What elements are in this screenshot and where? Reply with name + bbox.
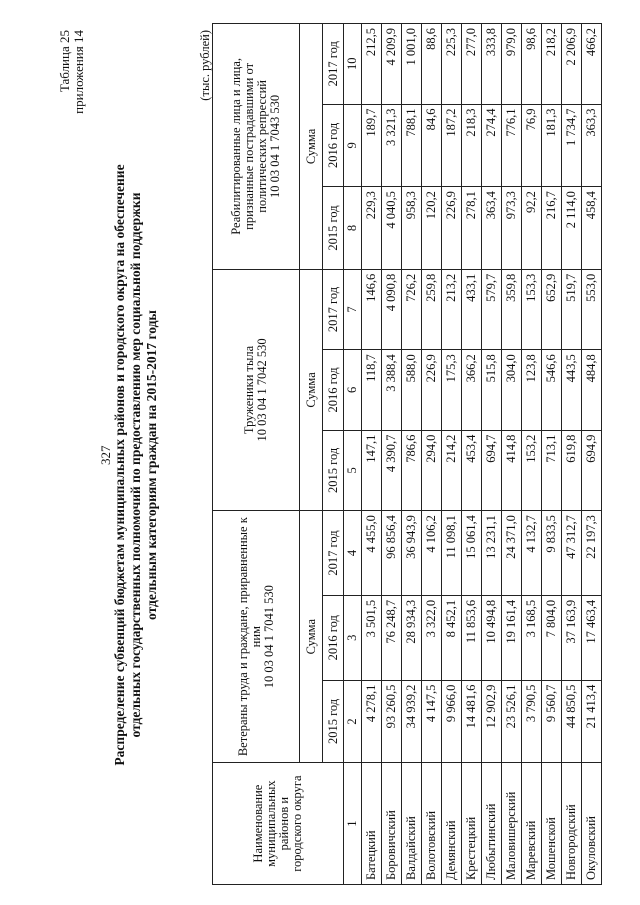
table-row xyxy=(582,24,602,885)
amount-cell: 147,1 xyxy=(362,430,382,510)
column-number: 6 xyxy=(344,350,362,430)
amount-cell: 146,6 xyxy=(362,269,382,349)
amount-cell: 9 966,0 xyxy=(442,680,462,763)
column-header-name: Наименование муниципальных районов и городского округа xyxy=(213,763,344,885)
amount-cell: 652,9 xyxy=(542,269,562,349)
amount-cell: 619,8 xyxy=(562,430,582,510)
amount-cell: 225,3 xyxy=(442,24,462,105)
amount-cell: 189,7 xyxy=(362,104,382,187)
column-number: 2 xyxy=(344,680,362,763)
district-name-cell: Волотовский xyxy=(422,763,442,885)
amount-cell: 786,6 xyxy=(402,430,422,510)
district-name-cell: Крестецкий xyxy=(462,763,482,885)
subventions-table xyxy=(212,23,602,885)
year-header: 2017 год xyxy=(323,511,344,596)
sum-header: Сумма xyxy=(300,511,323,763)
amount-cell: 181,3 xyxy=(542,104,562,187)
amount-cell: 1 001,0 xyxy=(402,24,422,105)
district-name-cell: Валдайский xyxy=(402,763,422,885)
amount-cell: 218,3 xyxy=(462,104,482,187)
amount-cell: 9 560,7 xyxy=(542,680,562,763)
column-number: 10 xyxy=(344,24,362,105)
title-line: отдельным категориям граждан на 2015-2017 годы xyxy=(144,310,159,620)
amount-cell: 553,0 xyxy=(582,269,602,349)
amount-cell: 4 132,7 xyxy=(522,511,542,596)
amount-cell: 118,7 xyxy=(362,350,382,430)
amount-cell: 88,6 xyxy=(422,24,442,105)
amount-cell: 366,2 xyxy=(462,350,482,430)
amount-cell: 37 163,9 xyxy=(562,595,582,680)
amount-cell: 12 902,9 xyxy=(482,680,502,763)
amount-cell: 788,1 xyxy=(402,104,422,187)
table-row xyxy=(362,24,382,885)
amount-cell: 153,2 xyxy=(522,430,542,510)
amount-cell: 11 098,1 xyxy=(442,511,462,596)
amount-cell: 9 833,5 xyxy=(542,511,562,596)
amount-cell: 579,7 xyxy=(482,269,502,349)
amount-cell: 458,4 xyxy=(582,187,602,270)
amount-cell: 24 371,0 xyxy=(502,511,522,596)
column-number-row xyxy=(344,24,362,885)
column-group-rehabilitated xyxy=(213,24,300,270)
amount-cell: 973,3 xyxy=(502,187,522,270)
amount-cell: 726,2 xyxy=(402,269,422,349)
amount-cell: 484,8 xyxy=(582,350,602,430)
year-header: 2015 год xyxy=(323,680,344,763)
amount-cell: 92,2 xyxy=(522,187,542,270)
appendix-label: приложения 14 xyxy=(71,30,86,114)
amount-cell: 453,4 xyxy=(462,430,482,510)
group-label: Ветераны труда и граждане, приравненные к ним xyxy=(235,517,263,757)
amount-cell: 588,0 xyxy=(402,350,422,430)
amount-cell: 84,6 xyxy=(422,104,442,187)
table-row xyxy=(502,24,522,885)
table-row xyxy=(482,24,502,885)
amount-cell: 123,8 xyxy=(522,350,542,430)
amount-cell: 515,8 xyxy=(482,350,502,430)
amount-cell: 22 197,3 xyxy=(582,511,602,596)
column-number: 7 xyxy=(344,269,362,349)
table-row xyxy=(382,24,402,885)
amount-cell: 19 161,4 xyxy=(502,595,522,680)
amount-cell: 13 231,1 xyxy=(482,511,502,596)
table-row xyxy=(542,24,562,885)
amount-cell: 96 856,4 xyxy=(382,511,402,596)
amount-cell: 294,0 xyxy=(422,430,442,510)
district-name-cell: Окуловский xyxy=(582,763,602,885)
column-number: 5 xyxy=(344,430,362,510)
district-name-cell: Новгородский xyxy=(562,763,582,885)
amount-cell: 7 804,0 xyxy=(542,595,562,680)
amount-cell: 4 040,5 xyxy=(382,187,402,270)
district-name-cell: Любытинский xyxy=(482,763,502,885)
amount-cell: 359,8 xyxy=(502,269,522,349)
district-name-cell: Боровичский xyxy=(382,763,402,885)
column-number: 9 xyxy=(344,104,362,187)
amount-cell: 546,6 xyxy=(542,350,562,430)
amount-cell: 3 388,4 xyxy=(382,350,402,430)
year-header: 2017 год xyxy=(323,24,344,105)
amount-cell: 216,7 xyxy=(542,187,562,270)
amount-cell: 443,5 xyxy=(562,350,582,430)
group-code: 10 03 04 1 7042 530 xyxy=(255,338,269,442)
column-number: 4 xyxy=(344,511,362,596)
sum-header: Сумма xyxy=(300,269,323,510)
title-line: отдельных государственных полномочий по предоставлению мер социальной поддержки xyxy=(128,192,143,738)
amount-cell: 175,3 xyxy=(442,350,462,430)
amount-cell: 11 853,6 xyxy=(462,595,482,680)
amount-cell: 15 061,4 xyxy=(462,511,482,596)
amount-cell: 214,2 xyxy=(442,430,462,510)
table-caption xyxy=(58,30,86,114)
amount-cell: 76 248,7 xyxy=(382,595,402,680)
amount-cell: 23 526,1 xyxy=(502,680,522,763)
amount-cell: 4 209,9 xyxy=(382,24,402,105)
amount-cell: 979,0 xyxy=(502,24,522,105)
amount-cell: 274,4 xyxy=(482,104,502,187)
amount-cell: 4 390,7 xyxy=(382,430,402,510)
table-body xyxy=(344,24,602,885)
sum-header: Сумма xyxy=(300,24,323,270)
amount-cell: 3 790,5 xyxy=(522,680,542,763)
amount-cell: 3 321,3 xyxy=(382,104,402,187)
column-group-home-front-workers xyxy=(213,269,300,510)
amount-cell: 333,8 xyxy=(482,24,502,105)
amount-cell: 713,1 xyxy=(542,430,562,510)
amount-cell: 3 322,0 xyxy=(422,595,442,680)
group-label: Реабилитированные лица и лица, признанные пострадавшими от политических репрессий xyxy=(229,57,269,235)
amount-cell: 277,0 xyxy=(462,24,482,105)
page-number: 327 xyxy=(98,445,113,465)
amount-cell: 3 168,5 xyxy=(522,595,542,680)
table-row xyxy=(562,24,582,885)
amount-cell: 433,1 xyxy=(462,269,482,349)
amount-cell: 28 934,3 xyxy=(402,595,422,680)
amount-cell: 694,9 xyxy=(582,430,602,510)
column-number: 8 xyxy=(344,187,362,270)
amount-cell: 187,2 xyxy=(442,104,462,187)
amount-cell: 98,6 xyxy=(522,24,542,105)
amount-cell: 776,1 xyxy=(502,104,522,187)
amount-cell: 226,9 xyxy=(422,350,442,430)
amount-cell: 363,3 xyxy=(582,104,602,187)
amount-cell: 958,3 xyxy=(402,187,422,270)
units-label: (тыс. рублей) xyxy=(198,30,212,101)
amount-cell: 259,8 xyxy=(422,269,442,349)
table-row xyxy=(402,24,422,885)
amount-cell: 76,9 xyxy=(522,104,542,187)
year-header: 2015 год xyxy=(323,187,344,270)
amount-cell: 4 147,5 xyxy=(422,680,442,763)
year-header: 2016 год xyxy=(323,104,344,187)
amount-cell: 21 413,4 xyxy=(582,680,602,763)
amount-cell: 212,5 xyxy=(362,24,382,105)
amount-cell: 466,2 xyxy=(582,24,602,105)
year-header: 2016 год xyxy=(323,350,344,430)
amount-cell: 363,4 xyxy=(482,187,502,270)
amount-cell: 34 939,2 xyxy=(402,680,422,763)
amount-cell: 47 312,7 xyxy=(562,511,582,596)
district-name-cell: Маревский xyxy=(522,763,542,885)
amount-cell: 304,0 xyxy=(502,350,522,430)
column-number: 3 xyxy=(344,595,362,680)
amount-cell: 519,7 xyxy=(562,269,582,349)
amount-cell: 14 481,6 xyxy=(462,680,482,763)
table-row xyxy=(442,24,462,885)
amount-cell: 36 943,9 xyxy=(402,511,422,596)
amount-cell: 153,3 xyxy=(522,269,542,349)
amount-cell: 4 090,8 xyxy=(382,269,402,349)
amount-cell: 278,1 xyxy=(462,187,482,270)
amount-cell: 218,2 xyxy=(542,24,562,105)
amount-cell: 3 501,5 xyxy=(362,595,382,680)
district-name-cell: Маловишерский xyxy=(502,763,522,885)
table-row xyxy=(462,24,482,885)
amount-cell: 4 278,1 xyxy=(362,680,382,763)
amount-cell: 93 260,5 xyxy=(382,680,402,763)
table-row xyxy=(522,24,542,885)
district-name-cell: Демянский xyxy=(442,763,462,885)
year-header: 2017 год xyxy=(323,269,344,349)
amount-cell: 1 734,7 xyxy=(562,104,582,187)
year-header: 2015 год xyxy=(323,430,344,510)
amount-cell: 8 452,1 xyxy=(442,595,462,680)
title-line: Распределение субвенций бюджетам муниципальных районов и городского округа на обеспечение xyxy=(112,164,127,766)
district-name-cell: Мошенской xyxy=(542,763,562,885)
amount-cell: 226,9 xyxy=(442,187,462,270)
amount-cell: 44 850,5 xyxy=(562,680,582,763)
group-code: 10 03 04 1 7041 530 xyxy=(261,585,276,689)
amount-cell: 120,2 xyxy=(422,187,442,270)
amount-cell: 17 463,4 xyxy=(582,595,602,680)
table-row xyxy=(422,24,442,885)
amount-cell: 229,3 xyxy=(362,187,382,270)
group-code: 10 03 04 1 7043 530 xyxy=(268,94,282,198)
district-name-cell: Батецкий xyxy=(362,763,382,885)
year-header: 2016 год xyxy=(323,595,344,680)
amount-cell: 213,2 xyxy=(442,269,462,349)
document-title xyxy=(112,115,160,815)
amount-cell: 694,7 xyxy=(482,430,502,510)
amount-cell: 10 494,8 xyxy=(482,595,502,680)
amount-cell: 414,8 xyxy=(502,430,522,510)
column-group-veterans xyxy=(213,511,300,763)
amount-cell: 4 455,0 xyxy=(362,511,382,596)
group-label: Труженики тыла xyxy=(242,345,256,435)
amount-cell: 2 206,9 xyxy=(562,24,582,105)
amount-cell: 2 114,0 xyxy=(562,187,582,270)
table-label: Таблица 25 xyxy=(57,30,72,93)
column-number: 1 xyxy=(344,763,362,885)
amount-cell: 4 106,2 xyxy=(422,511,442,596)
